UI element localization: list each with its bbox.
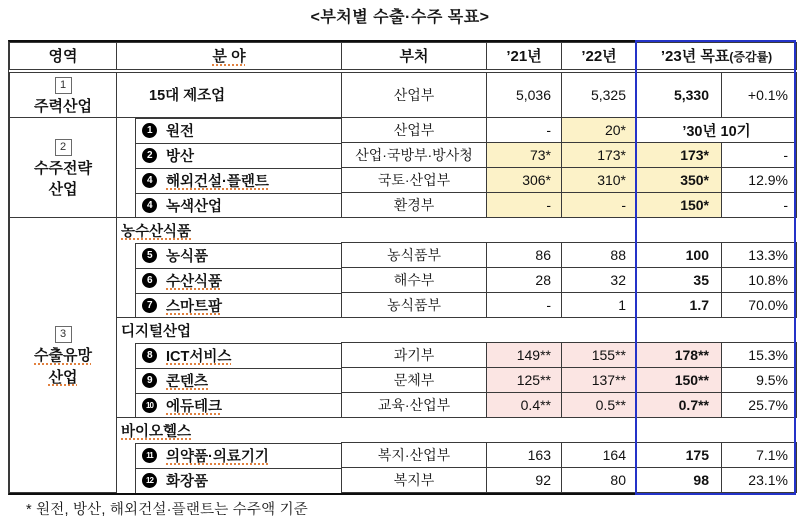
rate-cell: 13.3%: [722, 243, 797, 268]
field-cell: 12 화장품: [117, 468, 342, 493]
ministry-cell: 복지·산업부: [342, 443, 487, 468]
section-number-box: 3: [55, 326, 72, 343]
field-cell: 10 에듀테크: [117, 393, 342, 418]
target-cell: 175: [637, 443, 722, 468]
y22-cell: 20*: [562, 118, 637, 143]
section-cell-1: [10, 71, 117, 118]
rate-cell: 15.3%: [722, 343, 797, 368]
table-row: [10, 368, 797, 393]
y21-cell: 28: [487, 268, 562, 293]
y21-cell: 86: [487, 243, 562, 268]
table-row: [10, 318, 797, 343]
field-cell: 9 콘텐츠: [117, 368, 342, 393]
circled-number-badge: 2: [142, 148, 157, 163]
target-cell: 150*: [637, 193, 722, 218]
y21-cell: 0.4**: [487, 393, 562, 418]
ministry-cell: 산업·국방부·방사청: [342, 143, 487, 168]
y21-cell: 73*: [487, 143, 562, 168]
field-cell: 1 원전: [117, 118, 342, 143]
circled-number-badge: 12: [142, 473, 157, 488]
field-cell: 6 수산식품: [117, 268, 342, 293]
ministry-cell: 환경부: [342, 193, 487, 218]
col-header-field: 분 야: [117, 43, 342, 71]
section-label: 산업: [48, 181, 78, 199]
target-cell: 35: [637, 268, 722, 293]
y21-cell: -: [487, 293, 562, 318]
ministry-cell: 과기부: [342, 343, 487, 368]
field-cell: 15대 제조업: [117, 71, 342, 118]
y22-cell: 80: [562, 468, 637, 493]
circled-number-badge: 10: [142, 398, 157, 413]
y21-cell: -: [487, 193, 562, 218]
table-row: [10, 343, 797, 368]
subsection-header-cell: 바이오헬스: [117, 418, 797, 443]
circled-number-badge: 1: [142, 123, 157, 138]
section-label: 산업: [48, 368, 78, 386]
rate-cell: 7.1%: [722, 443, 797, 468]
header-row: [10, 43, 797, 71]
circled-number-badge: 4: [142, 173, 157, 188]
y22-cell: 1: [562, 293, 637, 318]
rate-cell: -: [722, 143, 797, 168]
target-cell: ’30년 10기: [637, 118, 797, 143]
target-cell: 350*: [637, 168, 722, 193]
ministry-cell: 해수부: [342, 268, 487, 293]
rate-cell: 25.7%: [722, 393, 797, 418]
circled-number-badge: 7: [142, 298, 157, 313]
subsection-header-cell: 농수산식품: [117, 218, 797, 243]
col-header-y22: ’22년: [562, 43, 637, 71]
field-cell: 8 ICT서비스: [117, 343, 342, 368]
ministry-cell: 교육·산업부: [342, 393, 487, 418]
y21-cell: -: [487, 118, 562, 143]
targets-table: [8, 40, 796, 495]
target-cell: 1.7: [637, 293, 722, 318]
ministry-cell: 산업부: [342, 71, 487, 118]
y22-cell: 137**: [562, 368, 637, 393]
table-row: [10, 143, 797, 168]
y21-cell: 306*: [487, 168, 562, 193]
y22-cell: 164: [562, 443, 637, 468]
ministry-cell: 농식품부: [342, 293, 487, 318]
ministry-cell: 국토·산업부: [342, 168, 487, 193]
circled-number-badge: 8: [142, 348, 157, 363]
y21-cell: 125**: [487, 368, 562, 393]
section-label: 수출유망: [34, 347, 92, 364]
section-label: 주력산업: [34, 97, 92, 115]
col-header-y21: ’21년: [487, 43, 562, 71]
y22-cell: 173*: [562, 143, 637, 168]
col-header-ministry: 부처: [342, 43, 487, 71]
y22-cell: 0.5**: [562, 393, 637, 418]
field-cell: 11 의약품·의료기기: [117, 443, 342, 468]
y22-cell: 310*: [562, 168, 637, 193]
table-row: [10, 218, 797, 243]
target-cell: 100: [637, 243, 722, 268]
table-row: [10, 393, 797, 418]
table-row: [10, 118, 797, 143]
circled-number-badge: 4: [142, 198, 157, 213]
table-row: [10, 418, 797, 443]
table-row: [10, 468, 797, 493]
ministry-cell: 복지부: [342, 468, 487, 493]
rate-cell: 9.5%: [722, 368, 797, 393]
target-cell: 98: [637, 468, 722, 493]
rate-cell: 23.1%: [722, 468, 797, 493]
section-number-box: 1: [55, 77, 72, 94]
target-cell: 150**: [637, 368, 722, 393]
target-cell: 0.7**: [637, 393, 722, 418]
target-cell: 5,330: [637, 71, 722, 118]
circled-number-badge: 5: [142, 248, 157, 263]
y22-cell: 88: [562, 243, 637, 268]
table-row: [10, 268, 797, 293]
table-row: [10, 168, 797, 193]
y22-cell: -: [562, 193, 637, 218]
field-cell: 4 녹색산업: [117, 193, 342, 218]
section-cell-3: [10, 218, 117, 493]
y22-cell: 32: [562, 268, 637, 293]
ministry-cell: 산업부: [342, 118, 487, 143]
field-cell: 4 해외건설·플랜트: [117, 168, 342, 193]
table-title: <부처별 수출·수주 목표>: [310, 9, 490, 26]
rate-cell: -: [722, 193, 797, 218]
rate-cell: 70.0%: [722, 293, 797, 318]
footnote: * 원전, 방산, 해외건설·플랜트는 수주액 기준: [26, 502, 308, 518]
table-row: [10, 443, 797, 468]
rate-cell: +0.1%: [722, 71, 797, 118]
col-header-target-2023: ’23년 목표(증감률): [637, 43, 797, 71]
rate-cell: 10.8%: [722, 268, 797, 293]
target-cell: 178**: [637, 343, 722, 368]
field-cell: 7 스마트팜: [117, 293, 342, 318]
table-row: [10, 71, 797, 118]
ministry-cell: 농식품부: [342, 243, 487, 268]
target-cell: 173*: [637, 143, 722, 168]
ministry-cell: 문체부: [342, 368, 487, 393]
circled-number-badge: 6: [142, 273, 157, 288]
y21-cell: 5,036: [487, 71, 562, 118]
y21-cell: 92: [487, 468, 562, 493]
section-label: 수주전략: [34, 159, 92, 177]
circled-number-badge: 9: [142, 373, 157, 388]
field-cell: 2 방산: [117, 143, 342, 168]
field-cell: 5 농식품: [117, 243, 342, 268]
col-header-area: 영역: [10, 43, 117, 71]
y21-cell: 163: [487, 443, 562, 468]
subsection-header-cell: 디지털산업: [117, 318, 797, 343]
section-number-box: 2: [55, 139, 72, 156]
rate-cell: 12.9%: [722, 168, 797, 193]
circled-number-badge: 11: [142, 448, 157, 463]
section-cell-2: [10, 118, 117, 218]
table-row: [10, 293, 797, 318]
y22-cell: 155**: [562, 343, 637, 368]
y21-cell: 149**: [487, 343, 562, 368]
table-row: [10, 243, 797, 268]
y22-cell: 5,325: [562, 71, 637, 118]
table-row: [10, 193, 797, 218]
